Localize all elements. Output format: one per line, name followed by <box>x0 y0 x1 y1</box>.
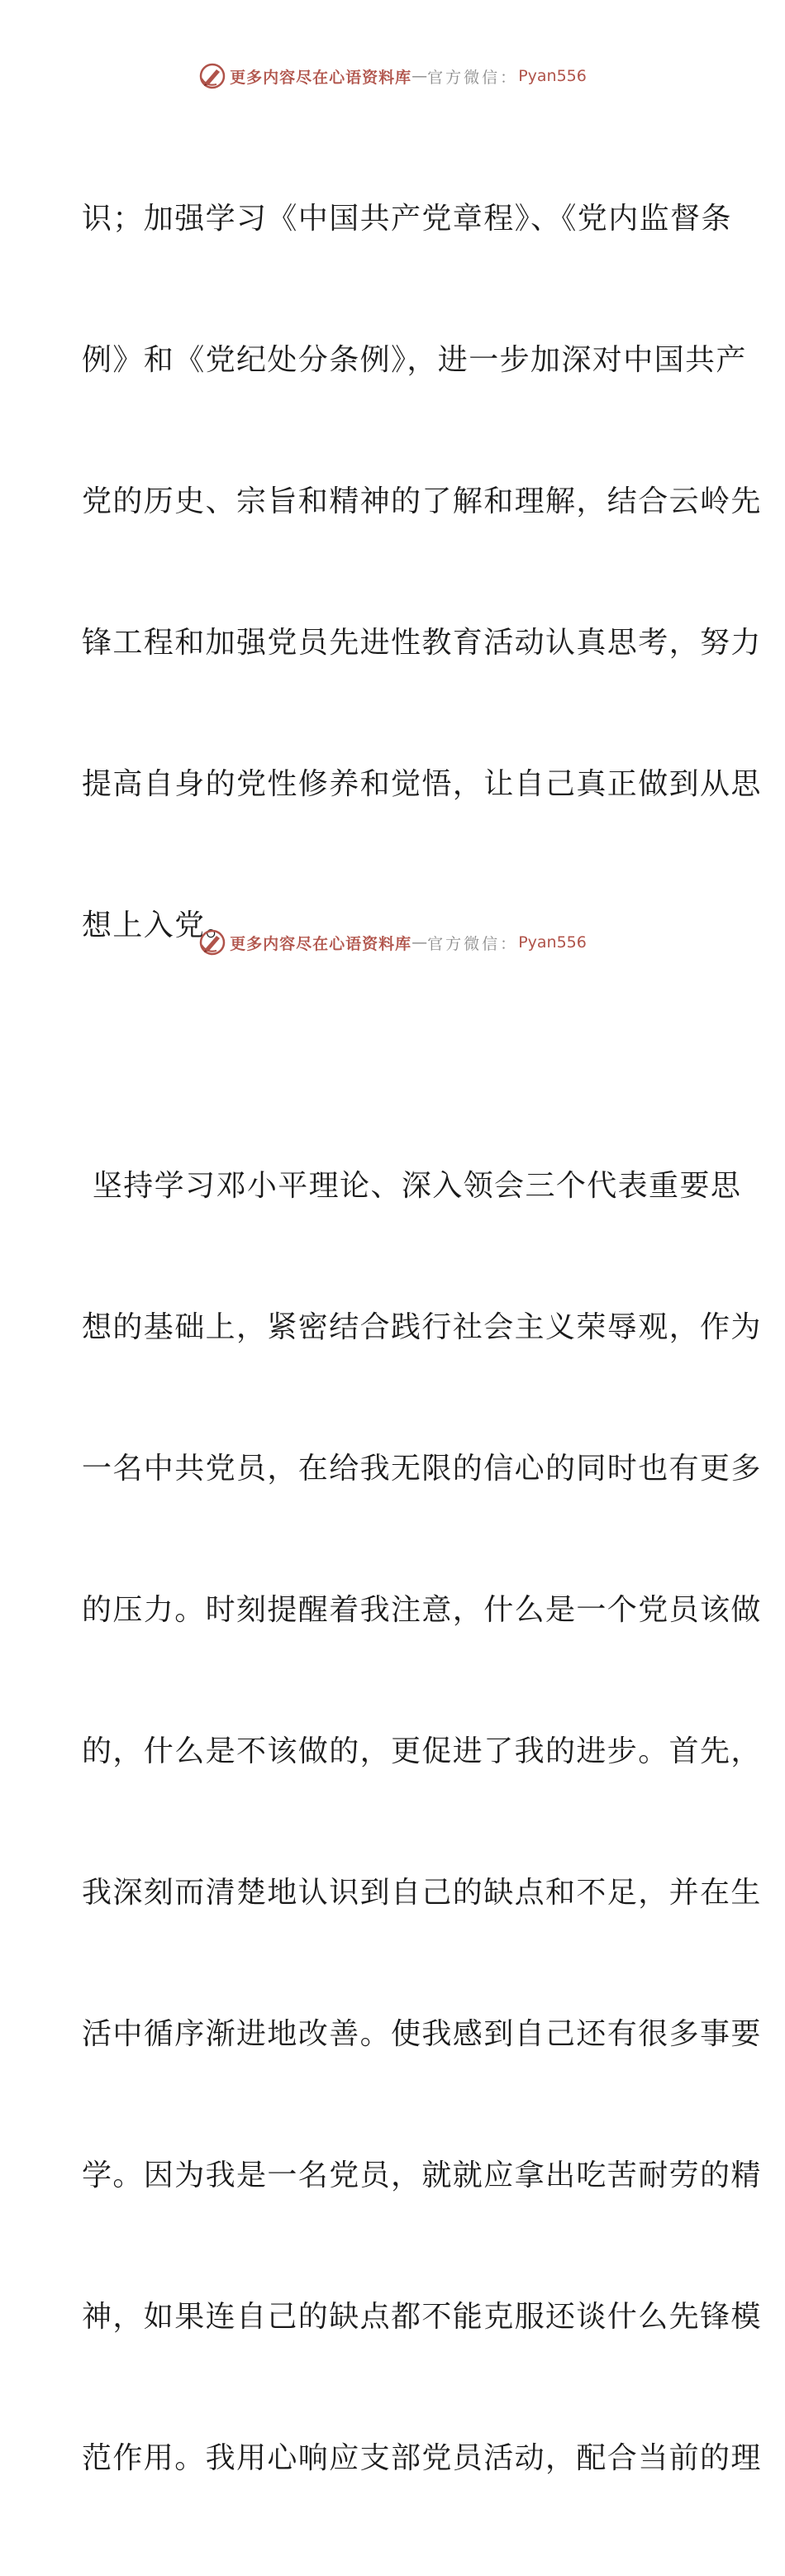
text-line: 锋工程和加强党员先进性教育活动认真思考，努力 <box>82 626 762 660</box>
text-line: 神，如果连自己的缺点都不能克服还谈什么先锋模 <box>82 2300 762 2334</box>
header-wechat-id: Pyan556 <box>518 67 587 85</box>
footer-wechat-id: Pyan556 <box>518 933 587 952</box>
header-brand-text: 更多内容尽在心语资料库 <box>230 68 412 87</box>
footer-brand-text: 更多内容尽在心语资料库 <box>230 934 412 953</box>
text-line: 范作用。我用心响应支部党员活动，配合当前的理 <box>82 2441 762 2475</box>
text-line: 坚持学习邓小平理论、深入领会三个代表重要思 <box>82 1169 742 1203</box>
text-line: 识；加强学习《中国共产党章程》、《党内监督条 <box>82 202 732 236</box>
document-body <box>82 101 762 2576</box>
text-line: 想的基础上，紧密结合践行社会主义荣辱观，作为 <box>82 1310 762 1344</box>
text-line: 一名中共党员，在给我无限的信心的同时也有更多 <box>82 1452 762 1486</box>
text-line: 例》和《党纪处分条例》，进一步加深对中国共产 <box>82 343 747 377</box>
text-line: 的压力。时刻提醒着我注意，什么是一个党员该做 <box>82 1593 762 1627</box>
text-line: 想上入党。 <box>82 909 237 942</box>
header-wechat-label: 官方微信： <box>427 68 519 87</box>
header-separator: — <box>412 67 428 85</box>
text-line: 提高自身的党性修养和觉悟，让自己真正做到从思 <box>82 767 762 801</box>
text-line: 我深刻而清楚地认识到自己的缺点和不足，并在生 <box>82 1876 762 1910</box>
text-line: 学。因为我是一名党员，就就应拿出吃苦耐劳的精 <box>82 2159 762 2192</box>
pen-logo-icon <box>198 62 226 90</box>
footer-watermark <box>0 926 785 959</box>
paragraph-2 <box>82 1068 762 2576</box>
paragraph-1 <box>82 101 762 1043</box>
pen-logo-icon <box>198 928 226 956</box>
footer-separator: — <box>412 933 428 952</box>
text-line: 党的历史、宗旨和精神的了解和理解，结合云岭先 <box>82 484 762 518</box>
text-line: 活中循序渐进地改善。使我感到自己还有很多事要 <box>82 2017 762 2051</box>
header-watermark <box>0 60 785 93</box>
text-line: 的，什么是不该做的，更促进了我的进步。首先， <box>82 1734 762 1768</box>
footer-wechat-label: 官方微信： <box>427 934 519 953</box>
